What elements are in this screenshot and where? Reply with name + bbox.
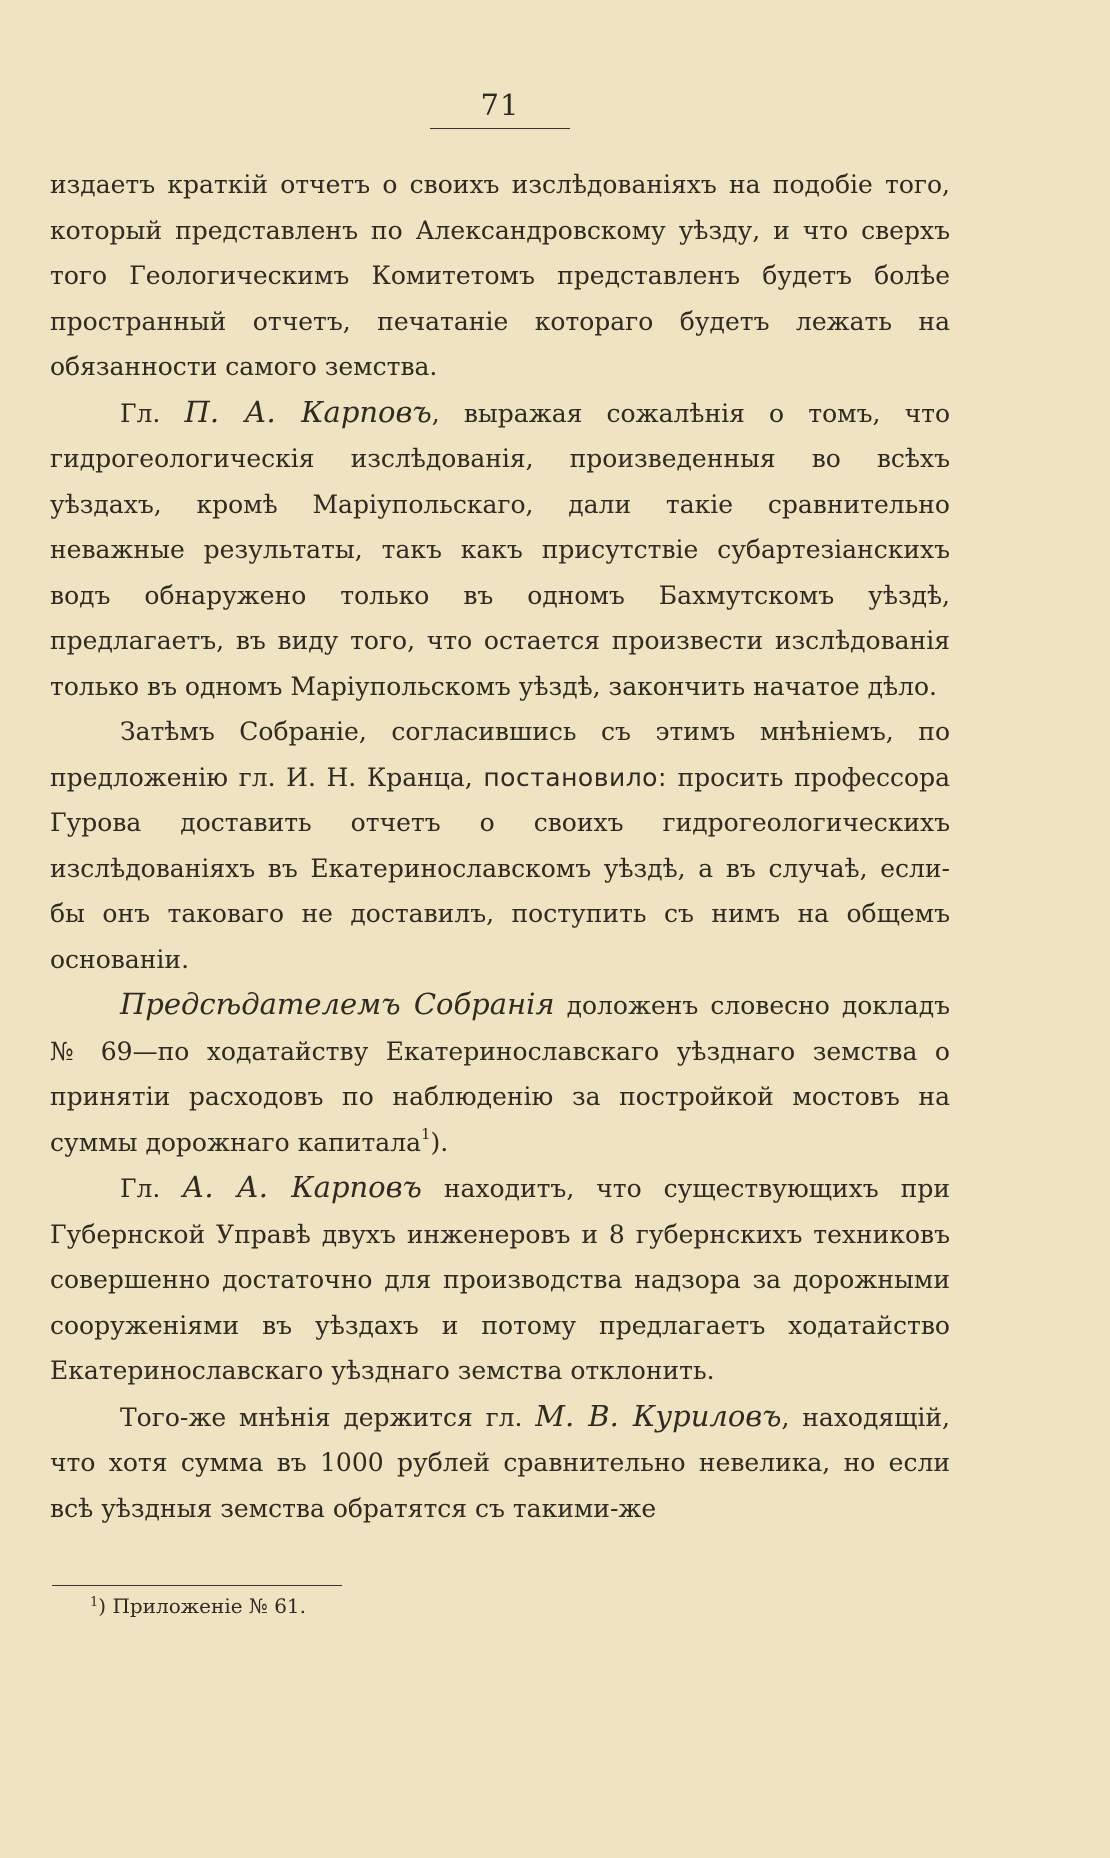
italic-name: А. А. Карповъ bbox=[182, 1170, 422, 1204]
text-run: находитъ, что существующихъ при Губернской Управѣ двухъ инженеровъ и 8 губернскихъ техниковъ совершенно достаточно для производства надзора за дорожными сооруженіями въ уѣздахъ и потому предлагаетъ ходатайство Екатеринославскаго уѣзднаго земства отклонить. bbox=[50, 1174, 950, 1385]
footnote-text: ) Приложеніе № 61. bbox=[98, 1594, 307, 1618]
text-run: издаетъ краткій отчетъ о своихъ изслѣдованіяхъ на подобіе того, который представленъ по Александровскому уѣзду, и что сверхъ того Геологическимъ Комитетомъ представленъ будетъ болѣе пространный отчетъ, печатаніе котораго будетъ лежать на обязанности самого земства. bbox=[50, 170, 950, 381]
page-number-rule bbox=[430, 128, 570, 129]
text-run: ). bbox=[430, 1127, 449, 1157]
paragraph-5 bbox=[50, 1165, 950, 1394]
text-run: Гл. bbox=[120, 398, 185, 428]
footnote bbox=[90, 1594, 306, 1618]
body-text bbox=[50, 162, 950, 1531]
page-number: 71 bbox=[480, 88, 520, 122]
text-run: просить профессора Гурова доставить отчетъ о своихъ гидрогеологическихъ изслѣдованіяхъ въ Екатеринославскомъ уѣздѣ, а въ случаѣ, если-бы онъ таковаго не доставилъ, поступить съ нимъ на общемъ основаніи. bbox=[50, 762, 950, 974]
italic-name: Предсѣдателемъ Собранія bbox=[120, 987, 555, 1021]
text-run: Затѣмъ Собраніе, согласившись съ этимъ мнѣніемъ, по предложенію гл. И. Н. Кранца, bbox=[50, 717, 950, 792]
text-run: доложенъ словесно докладъ № 69—по ходатайству Екатеринославскаго уѣзднаго земства о принятіи расходовъ по наблюденію за постройкой мостовъ на суммы дорожнаго капитала bbox=[50, 991, 950, 1157]
italic-name: П. А. Карповъ bbox=[184, 394, 432, 429]
footnote-marker: 1 bbox=[90, 1595, 99, 1610]
text-run: , выражая сожалѣнія о томъ, что гидрогеологическія изслѣдованія, произведенныя во всѣхъ уѣздахъ, кромѣ Маріупольскаго, дали такіе сравнительно неважные результаты, такъ какъ присутствіе субартезіанскихъ водъ обнаружено только въ одномъ Бахмутскомъ уѣздѣ, предлагаетъ, въ виду того, что остается произвести изслѣдованія только въ одномъ Маріупольскомъ уѣздѣ, закончить начатое дѣло. bbox=[50, 398, 950, 701]
paragraph-1 bbox=[50, 162, 950, 390]
paragraph-6 bbox=[50, 1394, 950, 1532]
paragraph-3 bbox=[50, 709, 950, 982]
paragraph-2 bbox=[50, 390, 950, 710]
resolution-word: постановило: bbox=[483, 762, 667, 792]
text-run: Того-же мнѣнія держится гл. bbox=[120, 1402, 536, 1432]
footnote-reference: 1 bbox=[420, 1124, 431, 1143]
footnote-rule bbox=[52, 1585, 342, 1586]
text-run: Гл. bbox=[120, 1174, 183, 1203]
paragraph-4 bbox=[50, 982, 950, 1165]
text-run: , находящій, что хотя сумма въ 1000 рублей сравнительно невелика, но если всѣ уѣздныя земства обратятся съ такими-же bbox=[50, 1402, 950, 1523]
italic-name: М. В. Куриловъ bbox=[535, 1398, 782, 1433]
